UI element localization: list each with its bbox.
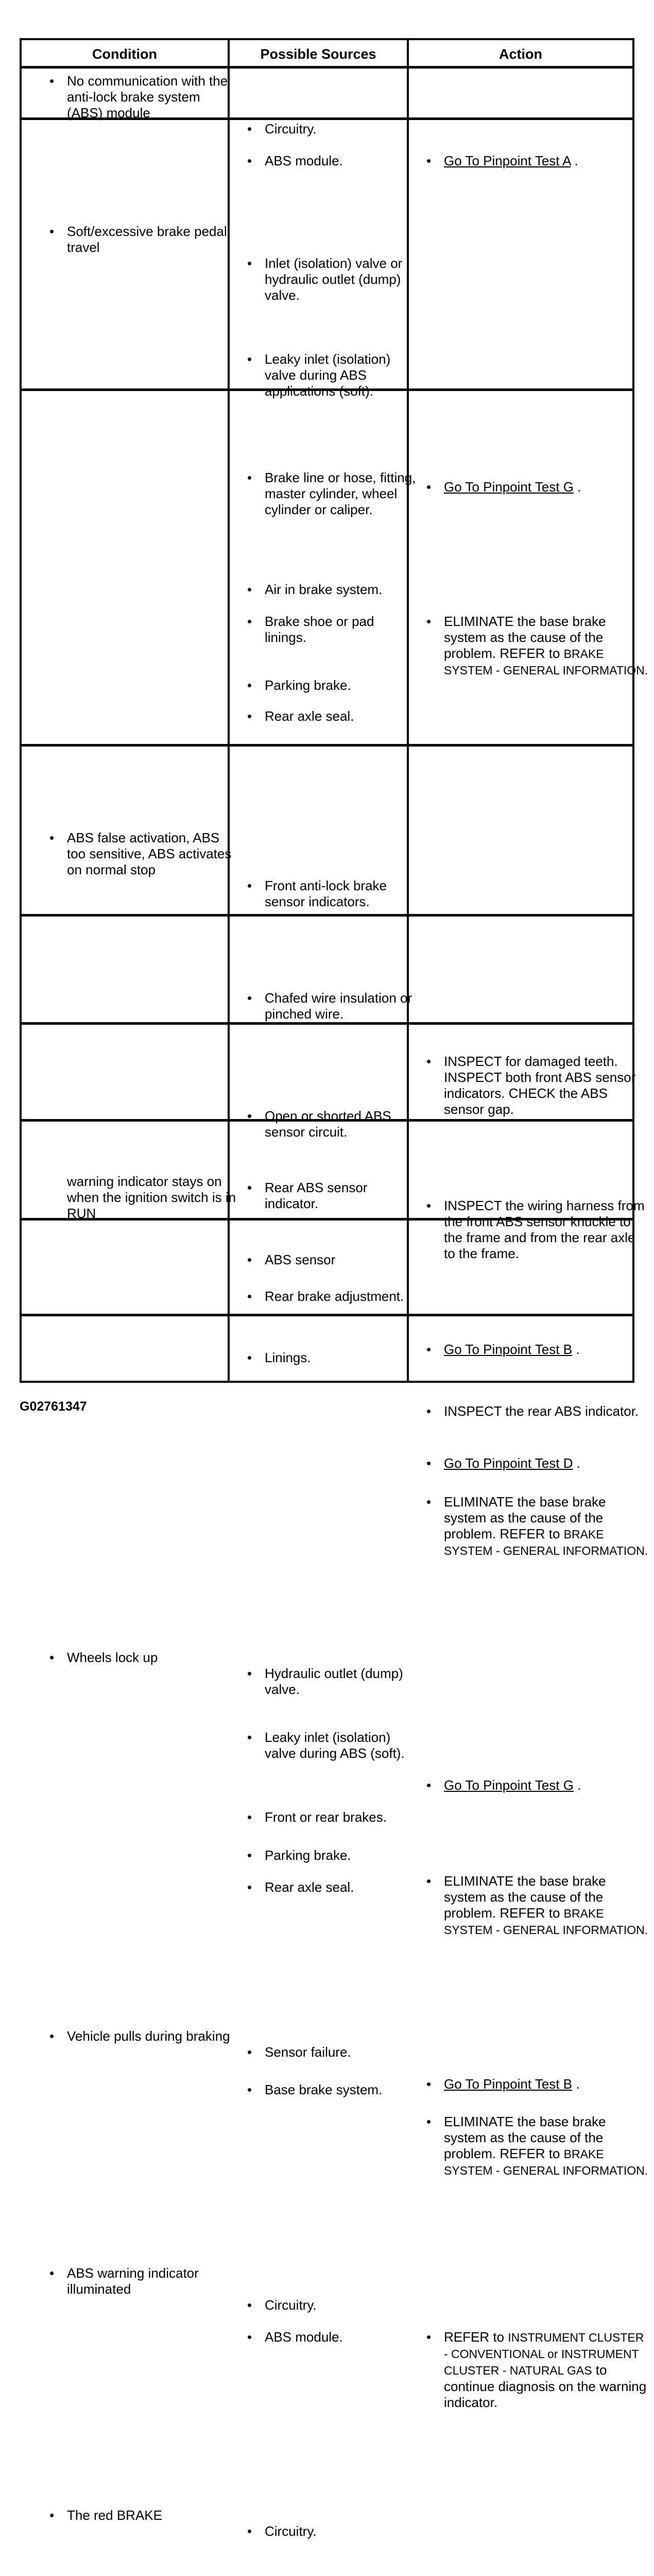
- condition-cell: • The red BRAKE: [49, 2507, 237, 2523]
- condition-cell-continued: warning indicator stays on when the ignition switch is in RUN: [67, 1174, 236, 1221]
- source-item: • Circuitry.: [247, 121, 419, 137]
- source-item: • ABS sensor: [247, 1252, 419, 1268]
- action-item: • Go To Pinpoint Test B .: [426, 1342, 650, 1358]
- action-text: ELIMINATE the base brake system as the cause of the problem. REFER to: [444, 1873, 606, 1921]
- reference-text: INSTRUMENT CLUSTER - CONVENTIONAL or INSTRUMENT CLUSTER - NATURAL GAS: [444, 2331, 644, 2377]
- header-condition: Condition: [92, 46, 157, 62]
- source-item: • Front anti-lock brake sensor indicators.: [247, 878, 419, 910]
- condition-cell: • ABS warning indicator illuminated: [49, 2265, 237, 2297]
- action-item: • Go To Pinpoint Test B .: [426, 2076, 650, 2092]
- source-item: • Hydraulic outlet (dump) valve.: [247, 1666, 419, 1698]
- action-item: • INSPECT for damaged teeth. INSPECT both front ABS sensor indicators. CHECK the ABS sensor gap.: [426, 1054, 650, 1117]
- action-text: ELIMINATE the base brake system as the cause of the problem. REFER to: [444, 2114, 606, 2161]
- source-item: • Air in brake system.: [247, 582, 419, 598]
- source-item: • Leaky inlet (isolation) valve during ABS (soft).: [247, 1730, 419, 1761]
- action-text: to continue diagnosis on the warning indicator.: [444, 2362, 647, 2410]
- reference-text: BRAKE SYSTEM - GENERAL INFORMATION.: [444, 647, 648, 677]
- action-item: [426, 614, 650, 679]
- source-item: • Open or shorted ABS sensor circuit.: [247, 1108, 419, 1140]
- source-item: • Rear ABS sensor indicator.: [247, 1180, 419, 1212]
- source-item: • Brake line or hose, fitting, master cylinder, wheel cylinder or caliper.: [247, 470, 419, 518]
- action-item: • INSPECT the rear ABS indicator.: [426, 1403, 650, 1419]
- header-possible-sources: Possible Sources: [260, 46, 376, 62]
- source-item: • Brake shoe or pad linings.: [247, 614, 419, 646]
- source-item: • Rear axle seal.: [247, 1879, 419, 1895]
- source-item: • Leaky inlet (isolation) valve during ABS applications (soft).: [247, 351, 419, 399]
- source-item: • Parking brake.: [247, 1848, 419, 1863]
- condition-cell: • Soft/excessive brake pedal travel: [49, 224, 237, 256]
- action-item: [426, 1873, 650, 1938]
- source-item: • Chafed wire insulation or pinched wire.: [247, 990, 419, 1022]
- pinpoint-test-g-link[interactable]: Go To Pinpoint Test G: [444, 1777, 574, 1793]
- header-action: Action: [499, 46, 542, 62]
- action-item: • Go To Pinpoint Test D .: [426, 1455, 650, 1471]
- row-divider: [22, 1314, 632, 1316]
- pinpoint-test-a-link[interactable]: Go To Pinpoint Test A: [444, 153, 571, 168]
- source-item: • ABS module.: [247, 2329, 419, 2345]
- pinpoint-test-g-link[interactable]: Go To Pinpoint Test G: [444, 479, 574, 495]
- source-item: • Base brake system.: [247, 2082, 419, 2098]
- action-text: ELIMINATE the base brake system as the cause of the problem. REFER to: [444, 1494, 606, 1541]
- pinpoint-test-b-link[interactable]: Go To Pinpoint Test B: [444, 1342, 573, 1357]
- condition-cell: • No communication with the anti-lock brake system (ABS) module: [49, 73, 237, 121]
- source-item: • Sensor failure.: [247, 2044, 419, 2060]
- reference-text: BRAKE SYSTEM - GENERAL INFORMATION.: [444, 1907, 648, 1937]
- source-item: • ABS module.: [247, 153, 419, 169]
- source-item: • Inlet (isolation) valve or hydraulic outlet (dump) valve.: [247, 256, 419, 303]
- pinpoint-test-d-link[interactable]: Go To Pinpoint Test D: [444, 1455, 573, 1471]
- source-item: • Parking brake.: [247, 677, 419, 693]
- row-divider: [22, 66, 632, 69]
- action-text: ELIMINATE the base brake system as the cause of the problem. REFER to: [444, 614, 606, 661]
- action-item: • Go To Pinpoint Test A .: [426, 153, 650, 169]
- action-item: • INSPECT the wiring harness from the front ABS sensor knuckle to the frame and from the rear axle to the frame.: [426, 1198, 650, 1262]
- condition-cell: • Vehicle pulls during braking: [49, 2028, 237, 2044]
- action-item: [426, 2114, 650, 2179]
- source-item: • Rear brake adjustment.: [247, 1289, 419, 1304]
- reference-text: BRAKE SYSTEM - GENERAL INFORMATION.: [444, 1528, 648, 1557]
- source-item: • Front or rear brakes.: [247, 1809, 419, 1825]
- reference-text: BRAKE SYSTEM - GENERAL INFORMATION.: [444, 2147, 648, 2177]
- source-item: • Rear axle seal.: [247, 708, 419, 724]
- action-item: [426, 2329, 650, 2411]
- action-item: • Go To Pinpoint Test G .: [426, 1777, 650, 1793]
- action-item: • Go To Pinpoint Test G .: [426, 479, 650, 495]
- row-divider: [22, 914, 632, 917]
- source-item: • Circuitry.: [247, 2297, 419, 2313]
- figure-id: G02761347: [20, 1399, 87, 1414]
- row-divider: [22, 744, 632, 747]
- row-divider: [22, 1022, 632, 1025]
- action-text: REFER to: [444, 2329, 505, 2345]
- source-item: • Linings.: [247, 1350, 419, 1366]
- condition-cell: • ABS false activation, ABS too sensitive, ABS activates on normal stop: [49, 830, 237, 878]
- action-item: [426, 1494, 650, 1559]
- pinpoint-test-b-link[interactable]: Go To Pinpoint Test B: [444, 2076, 573, 2092]
- condition-cell: • Wheels lock up: [49, 1650, 237, 1666]
- source-item: • Circuitry.: [247, 2523, 419, 2539]
